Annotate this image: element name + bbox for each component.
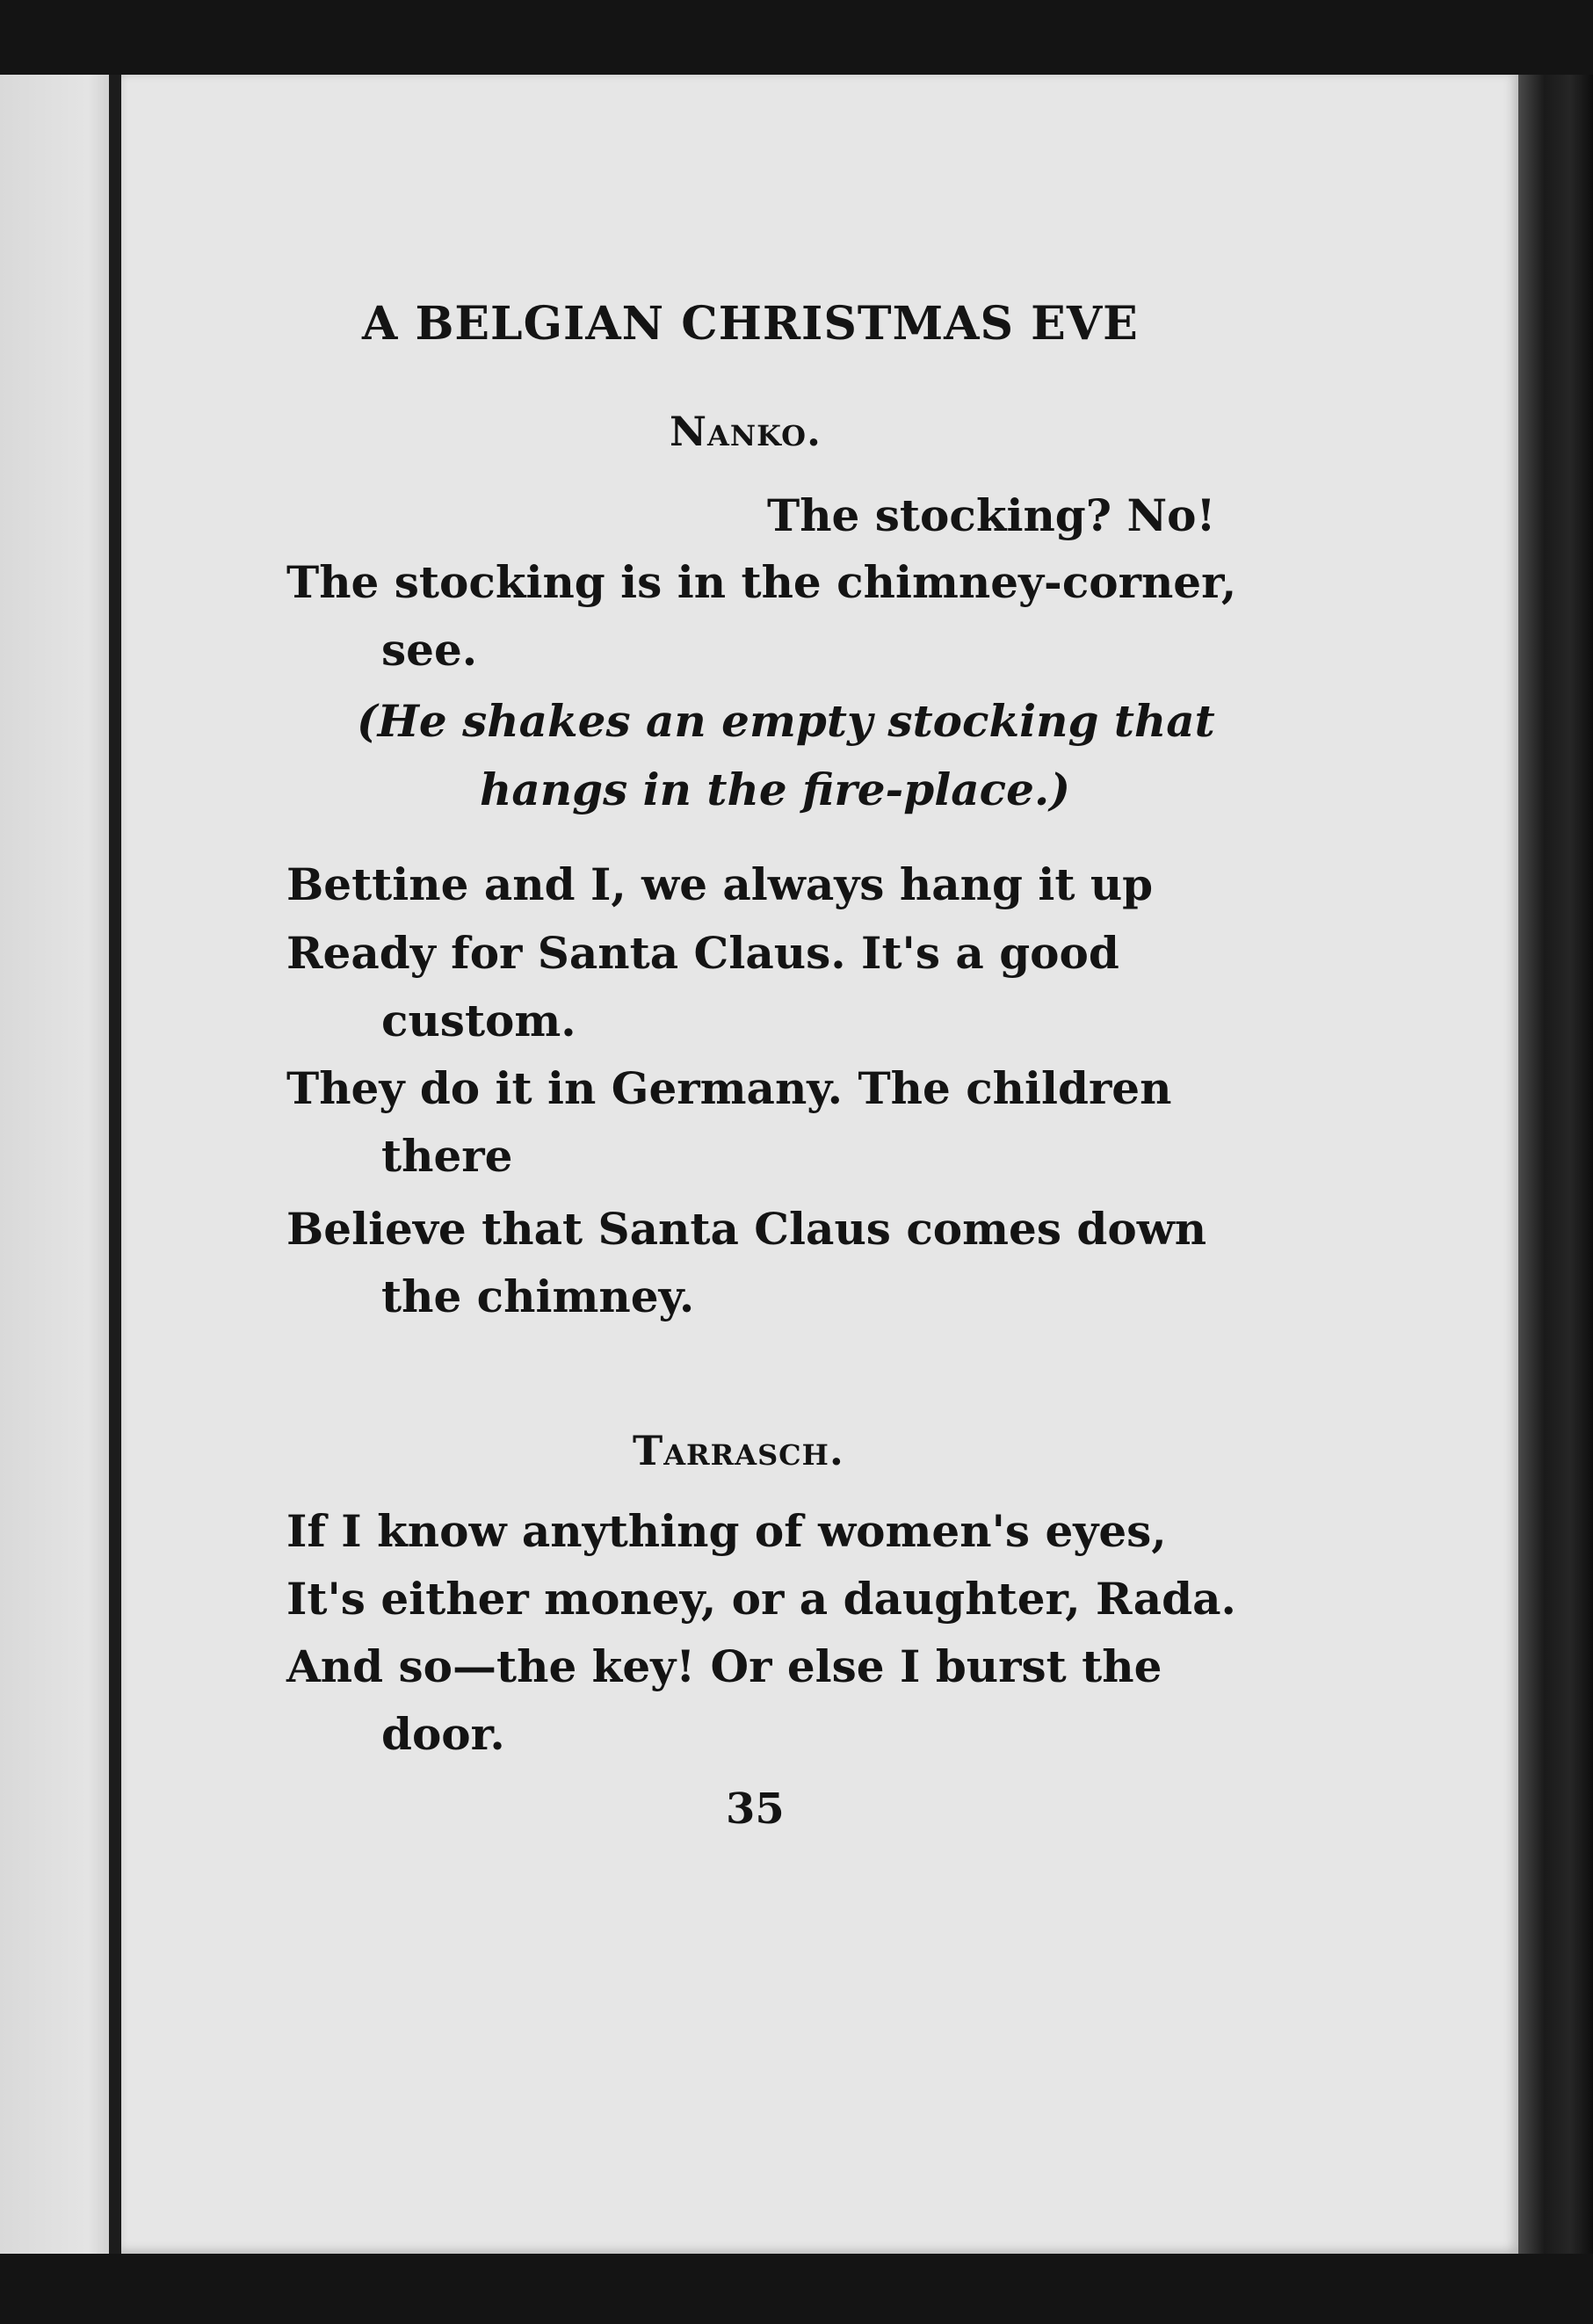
speaker-name-nanko: Nanko. [670, 408, 822, 455]
stage-direction-line: (He shakes an empty stocking that [357, 695, 1215, 747]
running-head: A BELGIAN CHRISTMAS EVE [362, 297, 1139, 351]
verse-line: They do it in Germany. The children [286, 1062, 1172, 1114]
scan-bottom-border [0, 2254, 1593, 2324]
speaker-name-tarrasch: Tarrasch. [633, 1427, 844, 1474]
page-number: 35 [726, 1785, 785, 1834]
book-page [121, 75, 1518, 2254]
verse-line: The stocking? No! [767, 489, 1216, 541]
verse-line-continuation: custom. [381, 995, 576, 1046]
facing-page-edge [0, 75, 111, 2254]
verse-line: Believe that Santa Claus comes down [286, 1203, 1207, 1255]
verse-line-continuation: there [381, 1130, 513, 1182]
verse-line: Ready for Santa Claus. It's a good [286, 927, 1119, 979]
verse-line: And so—the key! Or else I burst the [286, 1640, 1162, 1692]
verse-line: The stocking is in the chimney-corner, [286, 556, 1237, 608]
verse-line-continuation: see. [381, 624, 478, 676]
verse-line-continuation: the chimney. [381, 1271, 695, 1322]
verse-line: Bettine and I, we always hang it up [286, 858, 1154, 910]
page-gutter-shadow [109, 75, 121, 2254]
verse-line: It's either money, or a daughter, Rada. [286, 1573, 1236, 1625]
verse-line-continuation: door. [381, 1708, 505, 1760]
verse-line: If I know anything of women's eyes, [286, 1505, 1167, 1557]
stage-direction-line: hangs in the fire-place.) [480, 764, 1070, 815]
book-binding-edge [1518, 75, 1593, 2254]
